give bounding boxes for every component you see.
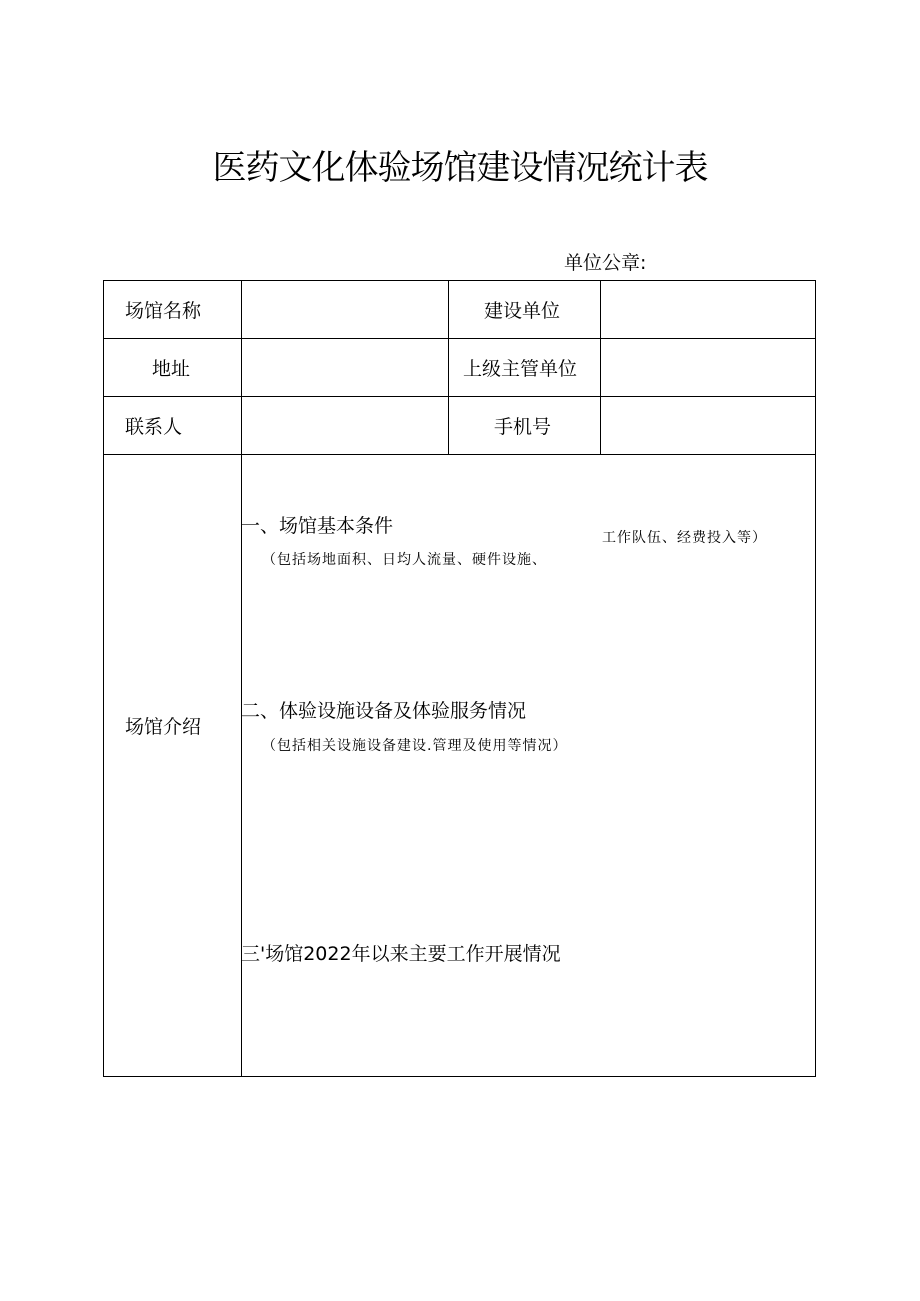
section-facilities-note: （包括相关设施设备建设.管理及使用等情况） — [262, 738, 568, 754]
row-divider — [104, 454, 815, 455]
section-work-progress-title: 三'场馆2022年以来主要工作开展情况 — [241, 943, 561, 965]
builder-label: 建设单位 — [484, 300, 561, 322]
column-divider — [600, 281, 601, 454]
section-basic-conditions-title: 一、场馆基本条件 — [241, 515, 394, 537]
page-title: 医药文化体验场馆建设情况统计表 — [212, 148, 708, 188]
row-divider — [104, 338, 815, 339]
contact-label: 联系人 — [125, 416, 183, 438]
seal-label: 单位公章: — [564, 252, 647, 274]
intro-label: 场馆介绍 — [125, 716, 202, 738]
address-label: 地址 — [152, 358, 191, 380]
row-divider — [104, 396, 815, 397]
section-facilities-title: 二、体验设施设备及体验服务情况 — [241, 700, 527, 722]
section-basic-conditions-note: （包括场地面积、日均人流量、硬件设施、 — [262, 552, 547, 568]
phone-label: 手机号 — [494, 416, 552, 438]
venue-name-label: 场馆名称 — [125, 300, 202, 322]
column-divider — [448, 281, 449, 454]
supervisor-label: 上级主管单位 — [463, 358, 578, 380]
section-basic-conditions-note-continued: 工作队伍、经费投入等） — [602, 530, 767, 546]
